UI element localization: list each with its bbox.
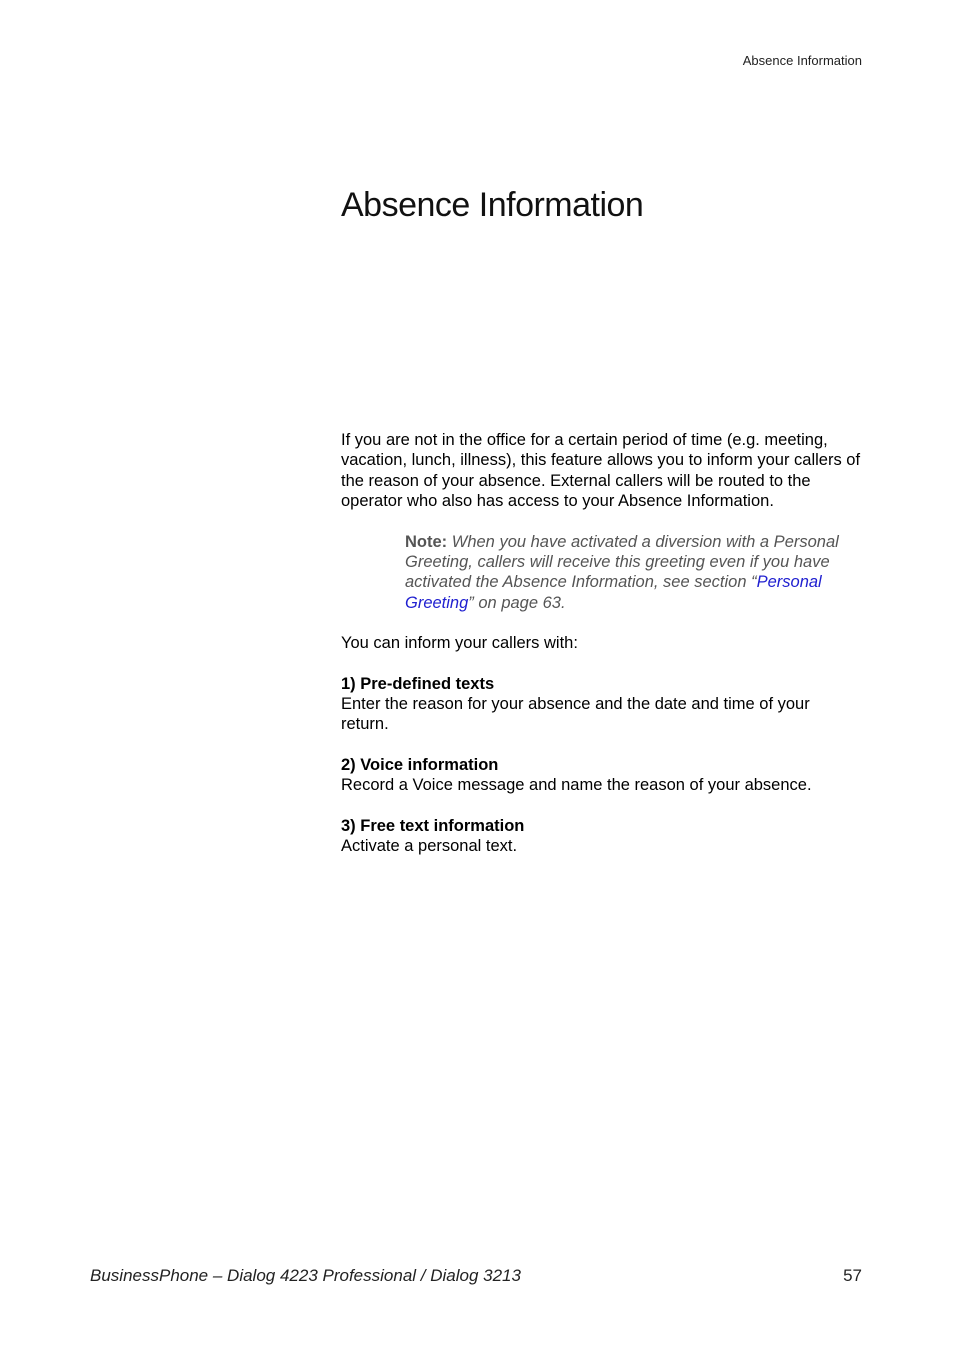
note-text-before: When you have activated a diversion with a Personal Greeting, callers will receive this greeting even if you have activated the Absence Information, see section “	[405, 532, 839, 592]
note-label: Note:	[405, 532, 448, 551]
personal-greeting-link[interactable]: Personal Greeting	[405, 573, 822, 612]
item-body-free-text-information: Activate a personal text.	[341, 837, 518, 856]
running-header: Absence Information	[742, 53, 862, 68]
intro-paragraph: If you are not in the office for a certain period of time (e.g. meeting, vacation, lunch, illness), this feature allows you to inform your callers of the reason of your absence. External callers will be routed to the operator who also has access to your Absence Information.	[341, 431, 861, 511]
lead-paragraph: You can inform your callers with:	[341, 634, 578, 653]
page-number: 57	[843, 1266, 862, 1285]
footer-title: BusinessPhone – Dialog 4223 Professional / Dialog 3213	[90, 1266, 521, 1285]
page-title: Absence Information	[341, 186, 644, 224]
item-heading-free-text-information: 3) Free text information	[341, 816, 525, 835]
main-content	[341, 430, 861, 877]
item-body-predefined-texts: Enter the reason for your absence and the date and time of your return.	[341, 695, 810, 734]
item-heading-predefined-texts: 1) Pre-defined texts	[341, 674, 495, 693]
note-text-after: ” on page 63.	[468, 593, 566, 612]
item-body-voice-information: Record a Voice message and name the reason of your absence.	[341, 776, 812, 795]
item-heading-voice-information: 2) Voice information	[341, 755, 499, 774]
note-paragraph	[405, 532, 861, 614]
